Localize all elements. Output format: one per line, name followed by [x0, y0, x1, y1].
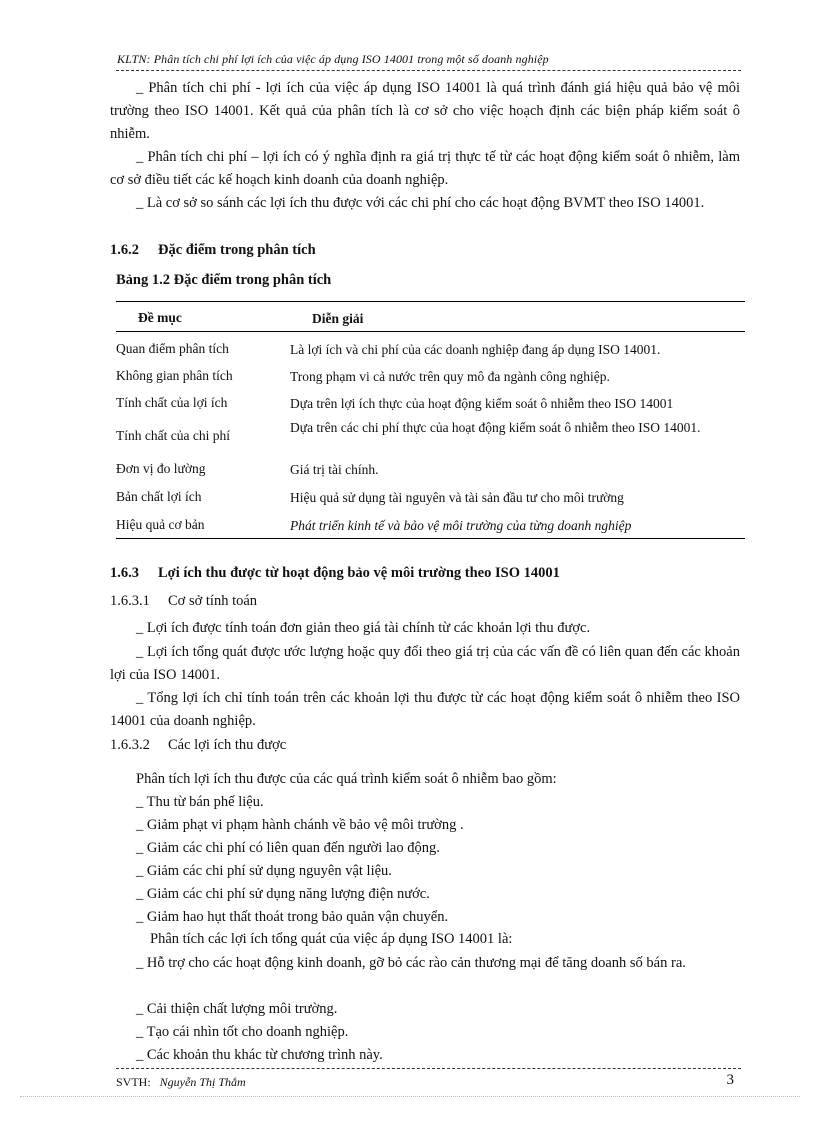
- basis-item: _ Tổng lợi ích chỉ tính toán trên các khoản lợi thu được từ các hoạt động kiểm soát ô nhiễm theo ISO 14001 của doanh nghiệp.: [110, 690, 740, 729]
- header-divider: [116, 70, 741, 71]
- general-benefit-item: _ Tạo cái nhìn tốt cho doanh nghiệp.: [136, 1024, 349, 1040]
- general-benefit-item: _ Cải thiện chất lượng môi trường.: [136, 1001, 338, 1017]
- col-header-description: Diễn giải: [312, 311, 364, 326]
- basis-item: _ Lợi ích tổng quát được ước lượng hoặc quy đổi theo giá trị của các vấn đề có liên quan đến các khoản lợi của ISO 14001.: [110, 644, 740, 683]
- footer-author: [116, 1075, 246, 1090]
- benefit-item: _ Thu từ bán phế liệu.: [136, 794, 264, 810]
- intro-paragraph-3: _ Là cơ sở so sánh các lợi ích thu được với các chi phí cho các hoạt động BVMT theo ISO 14001.: [136, 195, 705, 211]
- running-header: KLTN: Phân tích chi phí lợi ích của việc áp dụng ISO 14001 trong một số doanh nghiệp: [117, 52, 549, 66]
- benefits-intro: Phân tích lợi ích thu được của các quá trình kiểm soát ô nhiễm bao gồm:: [136, 771, 557, 787]
- table-bottom-rule: [116, 538, 745, 539]
- subsection-heading-1-6-3-1: 1.6.3.1 Cơ sở tính toán: [110, 593, 258, 609]
- general-benefit-item: _ Các khoản thu khác từ chương trình này.: [136, 1047, 383, 1063]
- intro-paragraph-2: _ Phân tích chi phí – lợi ích có ý nghĩa định ra giá trị thực tế từ các hoạt động kiểm soát ô nhiễm, làm cơ sở điều tiết các kế hoạch kinh doanh của doanh nghiệp.: [110, 149, 740, 188]
- table-header-rule: [116, 331, 745, 332]
- page-number: 3: [726, 1072, 734, 1088]
- footer-divider: [116, 1068, 741, 1069]
- section-heading-1-6-3: 1.6.3 Lợi ích thu được từ hoạt động bảo vệ môi trường theo ISO 14001: [110, 565, 560, 581]
- general-benefit-item: _ Hỗ trợ cho các hoạt động kinh doanh, gỡ bỏ các rào cản thương mại để tăng doanh số bán ra.: [136, 955, 686, 971]
- benefit-item: _ Giảm các chi phí sử dụng năng lượng điện nước.: [136, 886, 430, 902]
- benefit-item: _ Giảm hao hụt thất thoát trong bảo quản vận chuyển.: [136, 909, 449, 925]
- subsection-heading-1-6-3-2: 1.6.3.2 Các lợi ích thu được: [110, 737, 287, 753]
- footer-name: Nguyễn Thị Thắm: [159, 1075, 246, 1089]
- basis-item: _ Lợi ích được tính toán đơn giản theo giá tài chính từ các khoản lợi thu được.: [136, 620, 591, 636]
- benefit-item: _ Giảm các chi phí sử dụng nguyên vật liệu.: [136, 863, 392, 879]
- col-header-item: Đề mục: [138, 310, 182, 325]
- section-heading-1-6-2: 1.6.2 Đặc điểm trong phân tích: [110, 242, 316, 258]
- table-caption: Bảng 1.2 Đặc điểm trong phân tích: [116, 272, 332, 288]
- benefit-item: _ Giảm các chi phí có liên quan đến người lao động.: [136, 840, 440, 856]
- general-intro: Phân tích các lợi ích tổng quát của việc áp dụng ISO 14001 là:: [150, 931, 513, 947]
- table-top-rule: [116, 301, 745, 302]
- benefit-item: _ Giảm phạt vi phạm hành chánh về bảo vệ môi trường .: [136, 817, 464, 833]
- intro-paragraph-1: _ Phân tích chi phí - lợi ích của việc áp dụng ISO 14001 là quá trình đánh giá hiệu quả bảo vệ môi trường theo ISO 14001. Kết quả của phân tích là cơ sở cho việc hoạch định các biện pháp kiểm soát ô nhiễm.: [110, 80, 740, 142]
- page-bottom-edge: [20, 1096, 800, 1097]
- footer-label: SVTH:: [116, 1075, 151, 1089]
